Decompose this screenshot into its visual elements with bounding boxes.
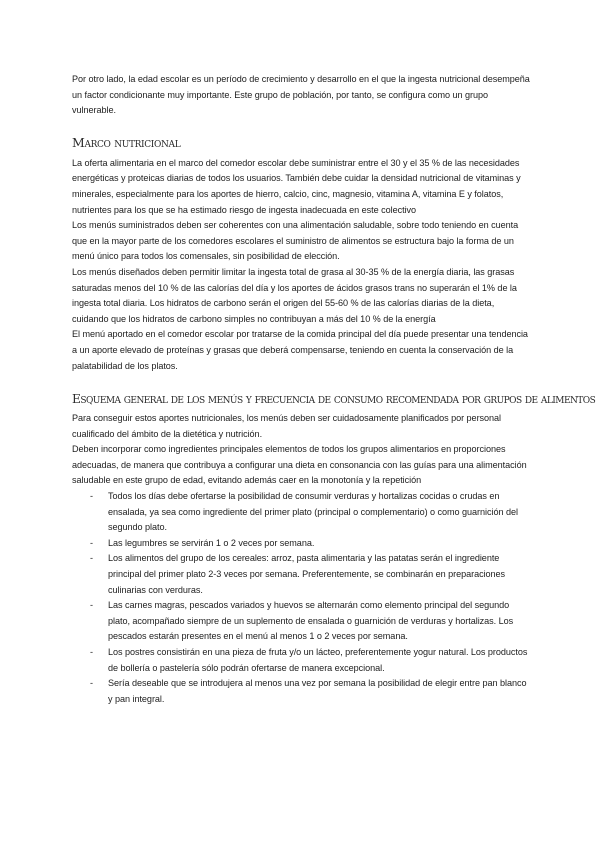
list-item [72,489,530,536]
list-item-text: Sería deseable que se introdujera al menos una vez por semana la posibilidad de elegir entre pan blanco y pan integral. [108,678,527,704]
intro-paragraph: Por otro lado, la edad escolar es un período de crecimiento y desarrollo en el que la ingesta nutricional desempeña un factor condicionante muy importante. Este grupo de población, por tanto, se configura como un grupo vulnerable. [72,74,530,116]
section-heading-esquema-general: Esquema general de los menús y frecuencia de consumo recomendada por grupos de alimentos [72,392,596,407]
list-item-text: Las legumbres se servirán 1 o 2 veces por semana. [108,537,315,548]
recommendation-list [72,489,530,707]
section2-paragraph: Deben incorporar como ingredientes principales elementos de todos los grupos alimentarios en proporciones adecuadas, de manera que contribuya a configurar una dieta en consonancia con las guías para una alimentación saludable en este grupo de edad, evitando además caer en la monotonía y la repetición [72,444,527,486]
list-item-text: Los alimentos del grupo de los cereales: arroz, pasta alimentaria y las patatas serán el ingrediente principal del primer plato 2-3 veces por semana. Preferentemente, se combinarán en preparaciones culinarias con verduras. [108,553,506,595]
section1-paragraph: El menú aportado en el comedor escolar por tratarse de la comida principal del día puede presentar una tendencia a un aporte elevado de proteínas y grasas que deberá compensarse, teniendo en cuenta la conservación de la palatabilidad de los platos. [72,329,528,371]
list-item [72,598,530,645]
list-item [72,536,530,552]
list-item [72,676,530,707]
bullet-dash: - [90,600,93,611]
section2-paragraph: Para conseguir estos aportes nutricionales, los menús deben ser cuidadosamente planificados por personal cualificado del ámbito de la dietética y nutrición. [72,413,502,439]
list-item-text: Todos los días debe ofertarse la posibilidad de consumir verduras y hortalizas cocidas o crudas en ensalada, ya sea como ingrediente del primer plato (principal o complementario) o como guarnición del segundo plato. [108,491,518,533]
list-item-text: Los postres consistirán en una pieza de fruta y/o un lácteo, preferentemente yogur natural. Los productos de bollería o pastelería sólo podrán ofertarse de manera excepcional. [108,647,528,673]
section-heading-marco-nutricional: Marco nutricional [72,134,181,150]
bullet-dash: - [90,647,93,657]
list-item-text: Las carnes magras, pescados variados y huevos se alternarán como elemento principal del segundo plato, acompañado siempre de un suplemento de ensalada o guarnición de verduras y hortalizas. Los pescados estarán presentes en el menú al menos 1 o 2 veces por semana. [108,600,514,642]
bullet-dash: - [90,678,93,689]
section1-paragraph: Los menús diseñados deben permitir limitar la ingesta total de grasa al 30-35 % de la energía diaria, las grasas saturadas menos del 10 % de las calorías del día y los aportes de ácidos grasos trans no superarán el 1% de la ingesta total diaria. Los hidratos de carbono serán el origen del 55-60 % de las calorías diarias de la dieta, cuidando que los hidratos de carbono simples no contribuyan a más del 10 % de la energía [72,266,517,324]
bullet-dash: - [90,553,93,564]
section1-paragraph: La oferta alimentaria en el marco del comedor escolar debe suministrar entre el 30 y el 35 % de las necesidades energéticas y proteicas diarias de todos los usuarios. También debe cuidar la densidad nutricional de vitaminas y minerales, especialmente para los aportes de hierro, calcio, cinc, magnesio, vitamina A, vitamina E y folatos, nutrientes para los que se ha estimado riesgo de ingesta inadecuada en este colectivo [72,157,521,215]
bullet-dash: - [90,491,93,502]
page-content [72,72,596,707]
list-item [72,645,530,676]
list-item [72,551,530,598]
bullet-dash: - [90,537,93,548]
section1-paragraph: Los menús suministrados deben ser coherentes con una alimentación saludable, sobre todo teniendo en cuenta que en la mayor parte de los comedores escolares el suministro de alimentos se estructura bajo la forma de un menú único para todos los comensales, sin posibilidad de elección. [72,220,519,262]
